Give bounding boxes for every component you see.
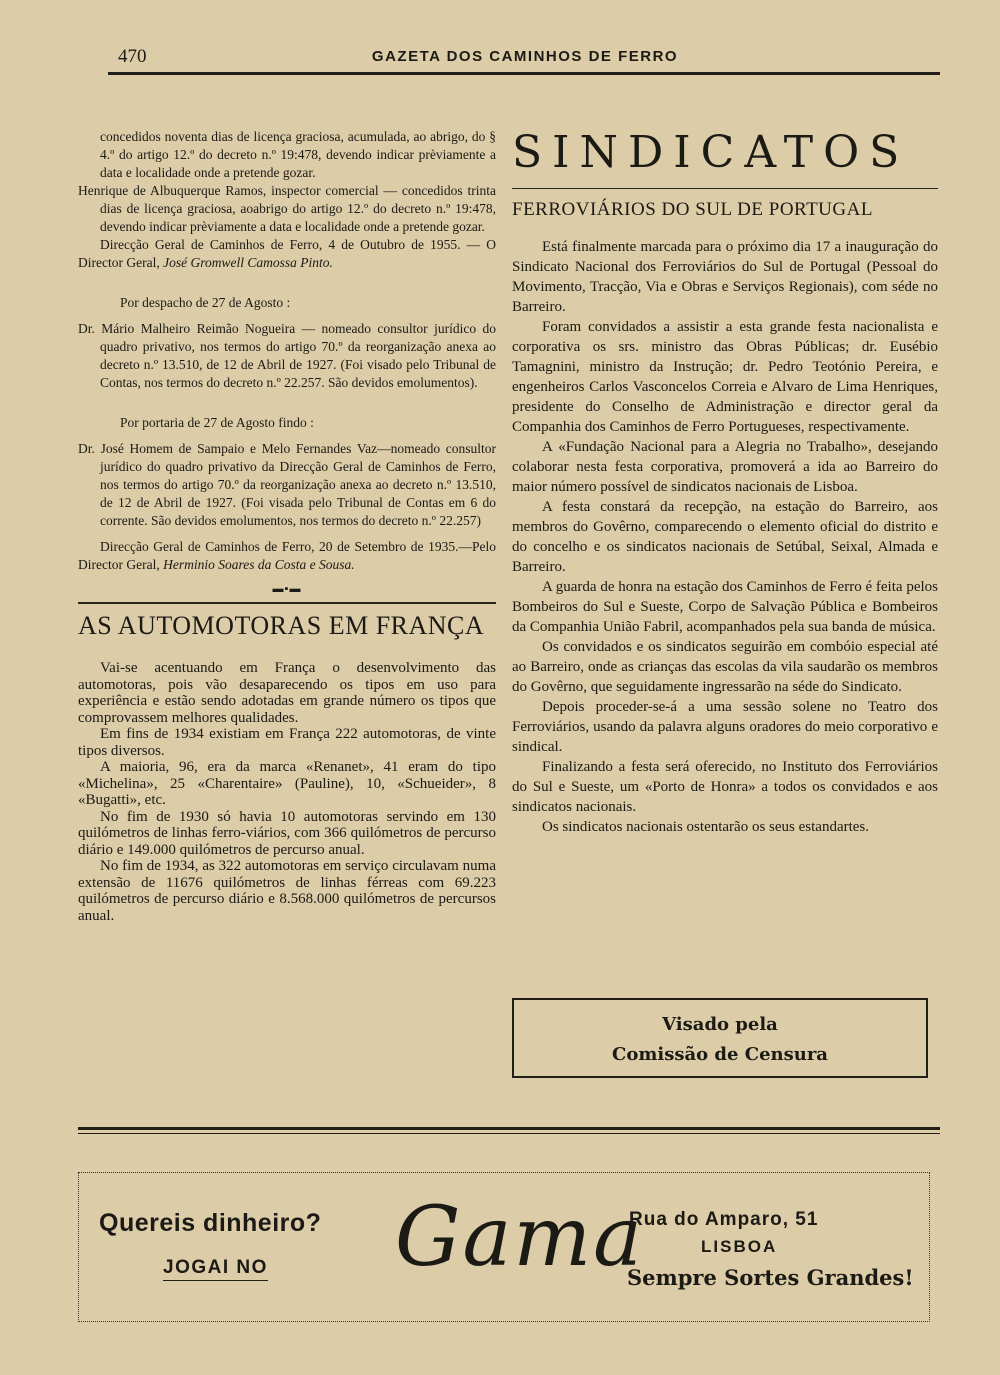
signature-director: José Gromwell Camossa Pinto. bbox=[163, 255, 333, 270]
sindicatos-paragraph: Finalizando a festa será oferecido, no Instituto dos Ferroviários do Sul e Sueste, um «Porto de Honra» a todos os convidados e aos sindicatos nacionais. bbox=[512, 759, 938, 815]
left-paragraph-3-text: Direcção Geral de Caminhos de Ferro, 4 de Outubro de 1955. — O Director Geral, bbox=[78, 237, 496, 270]
ad-call-to-action: JOGAI NO bbox=[163, 1257, 268, 1281]
sindicatos-paragraph: A festa constará da recepção, na estação do Barreiro, aos membros do Govêrno, comparecendo o elemento oficial do distrito e do concelho e os sindicatos nacionais de Setúbal, Seixal, Almada e Barreiro. bbox=[512, 499, 938, 575]
closing-paragraph bbox=[78, 538, 496, 574]
page-number: 470 bbox=[118, 46, 147, 67]
sindicatos-paragraph: A «Fundação Nacional para a Alegria no Trabalho», desejando colaborar nesta festa corporativa, promoverá a ida ao Barreiro do maior número possível de sindicatos nacionais de Lisboa. bbox=[512, 439, 938, 495]
auto-paragraph: Vai-se acentuando em França o desenvolvimento das automotoras, pois vão desaparecendo os tipos em uso para experiência e estão sendo adotadas em grande número os tipos que comprovassem melhores qualidades. bbox=[78, 660, 496, 726]
ad-city: LISBOA bbox=[701, 1237, 778, 1256]
article-body-sindicatos bbox=[512, 237, 938, 837]
auto-paragraph: A maioria, 96, era da marca «Renanet», 41 eram do tipo «Michelina», 25 «Charentaire» (Pauline), 10, «Schueider», 8 «Bugatti», etc. bbox=[78, 759, 496, 808]
left-paragraph-1: concedidos noventa dias de licença graciosa, acumulada, ao abrigo, do § 4.º do artigo 12.º do decreto n.º 19:478, devendo indicar prèviamente a data e localidade onde a pretende gozar. bbox=[100, 129, 496, 180]
article-body-automotoras bbox=[78, 660, 496, 924]
censor-line-2: Comissão de Censura bbox=[612, 1044, 828, 1065]
section-title-sindicatos: SINDICATOS bbox=[512, 127, 910, 178]
lottery-advertisement bbox=[78, 1172, 930, 1322]
sindicatos-paragraph: Os convidados e os sindicatos seguirão em combóio especial até ao Barreiro, onde as crianças das escolas da vila saudarão os membros do Govêrno, que seguidamente ingressarão na séde do Sindicato. bbox=[512, 639, 938, 695]
auto-paragraph: No fim de 1930 só havia 10 automotoras servindo em 130 quilómetros de linhas ferro-viários, com 366 quilómetros de percurso diário e 149.000 quilómetros de percurso anual. bbox=[78, 808, 496, 858]
publication-title: GAZETA DOS CAMINHOS DE FERRO bbox=[371, 48, 679, 65]
article-subtitle-ferroviarios: FERROVIÁRIOS DO SUL DE PORTUGAL bbox=[512, 188, 938, 221]
left-column bbox=[78, 128, 496, 924]
censor-line-1: Visado pela bbox=[662, 1014, 778, 1035]
footer-rule-thin bbox=[78, 1133, 940, 1134]
right-column bbox=[512, 128, 938, 837]
auto-paragraph: Em fins de 1934 existiam em França 222 automotoras, de vinte tipos diversos. bbox=[78, 726, 496, 759]
portaria-heading: Por portaria de 27 de Agosto findo : bbox=[120, 415, 314, 430]
sindicatos-paragraph: Está finalmente marcada para o próximo dia 17 a inauguração do Sindicato Nacional dos Ferroviários do Sul de Portugal (Pessoal do Movimento, Tracção, Via e Obras e Serviços Regionais), com séde no Barreiro. bbox=[512, 239, 938, 315]
footer-rule-thick bbox=[78, 1127, 940, 1130]
ad-brand-logo: Gama bbox=[395, 1190, 645, 1285]
page-header bbox=[110, 44, 940, 70]
censorship-stamp-box bbox=[512, 998, 928, 1078]
ad-address: Rua do Amparo, 51 bbox=[629, 1209, 819, 1230]
despacho-heading: Por despacho de 27 de Agosto : bbox=[120, 295, 291, 310]
signature-sub-director: Herminio Soares da Costa e Sousa. bbox=[163, 557, 355, 572]
left-paragraph-2: Henrique de Albuquerque Ramos, inspector comercial — concedidos trinta dias de licença graciosa, aoabrigo do artigo 12.º do decreto n.º 19:478, devendo indicar prèviamente a data e localidade onde a pretende gozar. bbox=[78, 183, 496, 234]
article-title-automotoras: AS AUTOMOTORAS EM FRANÇA bbox=[78, 602, 496, 642]
portaria-text: Dr. José Homem de Sampaio e Melo Fernandes Vaz—nomeado consultor jurídico do quadro privativo da Direcção Geral de Caminhos de Ferro, nos termos do artigo 70.º da reorganização anexa ao decreto n.º 13.510, de 12 de Abril de 1927. (Foi visada pelo Tribunal de Contas em 6 do corrente. São devidos emolumentos, nos termos do decreto n.º 22.257) bbox=[78, 441, 496, 528]
ad-slogan: Sempre Sortes Grandes! bbox=[627, 1265, 914, 1290]
sindicatos-paragraph: Foram convidados a assistir a esta grande festa nacionalista e corporativa os srs. ministro das Obras Públicas; dr. Eusébio Tamagnini, ministro da Instrução; dr. Pedro Teotónio Pereira, e engenheiros Carlos Vasconcelos Correia e Alvaro de Lima Henriques, presidente do Conselho de Administração e director geral da Companhia dos Caminhos de Ferro Portugueses, respectivamente. bbox=[512, 319, 938, 435]
sindicatos-paragraph: A guarda de honra na estação dos Caminhos de Ferro é feita pelos Bombeiros do Sul e Sueste, Corpo de Salvação Pública e Bombeiros da Companhia União Fabril, acompanhados pela sua banda de música. bbox=[512, 579, 938, 635]
sindicatos-paragraph: Depois proceder-se-á a uma sessão solene no Teatro dos Ferroviários, usando da palavra alguns oradores do meio corporativo e sindical. bbox=[512, 699, 938, 755]
auto-paragraph: No fim de 1934, as 322 automotoras em serviço circulavam numa extensão de 11676 quilómetros de linhas férreas com 69.223 quilómetros de percurso diário e 8.568.000 quilómetros de percursos anual. bbox=[78, 858, 496, 924]
header-rule bbox=[108, 72, 940, 75]
sindicatos-paragraph: Os sindicatos nacionais ostentarão os seus estandartes. bbox=[542, 819, 870, 835]
ad-question: Quereis dinheiro? bbox=[99, 1209, 322, 1237]
closing-paragraph-text: Direcção Geral de Caminhos de Ferro, 20 de Setembro de 1935.—Pelo Director Geral, bbox=[78, 539, 496, 572]
left-paragraph-3 bbox=[78, 236, 496, 272]
despacho-text: Dr. Mário Malheiro Reimão Nogueira — nomeado consultor jurídico do quadro privativo, nos termos do artigo 70.º da reorganização anexa ao decreto n.º 13.510, de 12 de Abril de 1927. (Foi visado pelo Tribunal de Contas, nos termos do decreto n.º 22.257. São devidos emolumentos). bbox=[78, 321, 496, 390]
ornament-divider: ▬▪▬ bbox=[272, 583, 302, 595]
